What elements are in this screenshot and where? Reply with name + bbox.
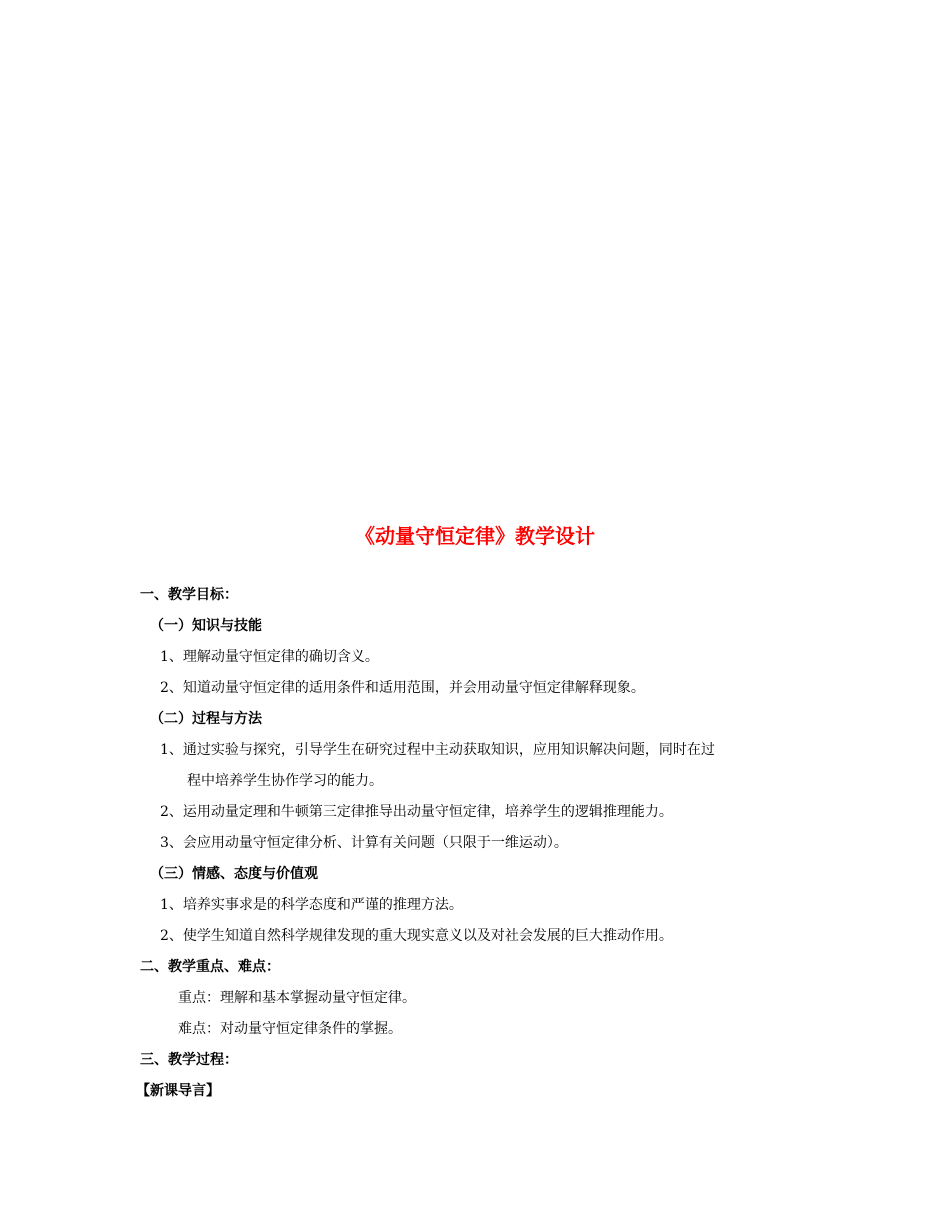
list-item: 2、使学生知道自然科学规律发现的重大现实意义以及对社会发展的巨大推动作用。	[160, 928, 673, 944]
section-heading-key-difficult-points: 二、教学重点、难点：	[140, 959, 280, 975]
key-point-text: 重点：理解和基本掌握动量守恒定律。	[178, 990, 416, 1006]
list-item: 2、运用动量定理和牛顿第三定律推导出动量守恒定律，培养学生的逻辑推理能力。	[160, 804, 673, 820]
subsection-heading-process-methods: （二）过程与方法	[150, 711, 262, 727]
list-item: 1、理解动量守恒定律的确切含义。	[160, 649, 379, 665]
list-item: 1、培养实事求是的科学态度和严谨的推理方法。	[160, 897, 463, 913]
difficulty-text: 难点：对动量守恒定律条件的掌握。	[178, 1021, 402, 1037]
subsection-heading-new-lesson-intro: 【新课导言】	[136, 1083, 220, 1099]
section-heading-teaching-objectives: 一、教学目标：	[140, 587, 238, 603]
list-item: 3、会应用动量守恒定律分析、计算有关问题（只限于一维运动）。	[160, 835, 568, 851]
list-item: 2、知道动量守恒定律的适用条件和适用范围，并会用动量守恒定律解释现象。	[160, 680, 645, 696]
document-title: 《动量守恒定律》教学设计	[355, 524, 595, 548]
subsection-heading-knowledge-skills: （一）知识与技能	[150, 618, 262, 634]
list-item-continuation: 程中培养学生协作学习的能力。	[187, 773, 383, 789]
subsection-heading-emotion-values: （三）情感、态度与价值观	[150, 866, 318, 882]
list-item: 1、通过实验与探究，引导学生在研究过程中主动获取知识，应用知识解决问题，同时在过	[160, 742, 715, 758]
section-heading-teaching-process: 三、教学过程：	[140, 1052, 238, 1068]
